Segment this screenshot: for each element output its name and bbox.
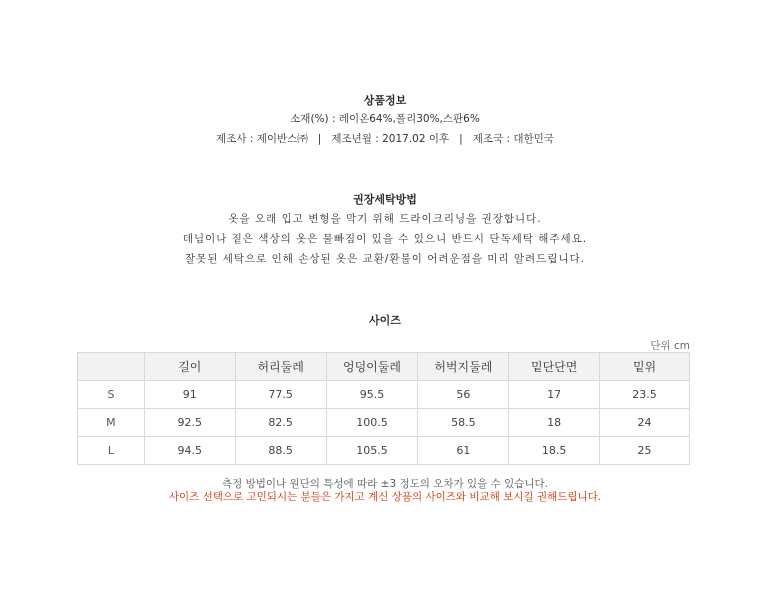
table-cell: 95.5 [326,381,418,409]
measure-note: 측정 방법이나 원단의 특성에 따라 ±3 정도의 오차가 있을 수 있습니다. [221,478,549,490]
table-cell: 18 [509,409,600,437]
header-cell [78,353,145,381]
compare-note: 사이즈 선택으로 고민되시는 분들은 가지고 계신 상품의 사이즈와 비교해 보시길 권해드립니다. [168,491,602,503]
size-title: 사이즈 [369,314,401,327]
size-table [77,352,690,465]
header-cell-hip: 엉덩이둘레 [326,353,418,381]
table-cell: 61 [418,437,509,465]
table-cell: 77.5 [235,381,326,409]
care-line-2: 데님이나 짙은 색상의 옷은 물빠짐이 있을 수 있으니 반드시 단독세탁 해주세요. [182,233,588,245]
header-cell-waist: 허리둘레 [235,353,326,381]
size-table-header-row [78,353,690,381]
material-line: 소재(%) : 레이온64%,폴리30%,스판6% [290,113,480,125]
care-line-1: 옷을 오래 입고 변형을 막기 위해 드라이크리닝을 권장합니다. [228,213,542,225]
table-cell: 94.5 [144,437,235,465]
table-row [78,381,690,409]
care-title: 권장세탁방법 [353,193,417,206]
header-cell-thigh: 허벅지둘레 [418,353,509,381]
table-cell: 82.5 [235,409,326,437]
table-row [78,437,690,465]
table-cell: 24 [600,409,690,437]
table-row [78,409,690,437]
table-cell: 17 [509,381,600,409]
maker-line: 제조사 : 제이반스㈜ | 제조년월 : 2017.02 이후 | 제조국 : 대한민국 [216,133,554,145]
table-cell: 58.5 [418,409,509,437]
table-cell: 25 [600,437,690,465]
header-cell-length: 길이 [144,353,235,381]
table-cell: 91 [144,381,235,409]
product-info-title: 상품정보 [363,94,407,107]
size-label: L [78,437,145,465]
table-cell: 18.5 [509,437,600,465]
size-label: S [78,381,145,409]
header-cell-hem: 밑단단면 [509,353,600,381]
care-line-3: 잘못된 세탁으로 인해 손상된 옷은 교환/환불이 어려운점을 미리 알려드립니다. [184,253,586,265]
table-cell: 88.5 [235,437,326,465]
table-cell: 100.5 [326,409,418,437]
table-cell: 23.5 [600,381,690,409]
table-cell: 56 [418,381,509,409]
size-unit: 단위 cm [650,340,690,352]
table-cell: 105.5 [326,437,418,465]
table-cell: 92.5 [144,409,235,437]
size-label: M [78,409,145,437]
header-cell-rise: 밑위 [600,353,690,381]
